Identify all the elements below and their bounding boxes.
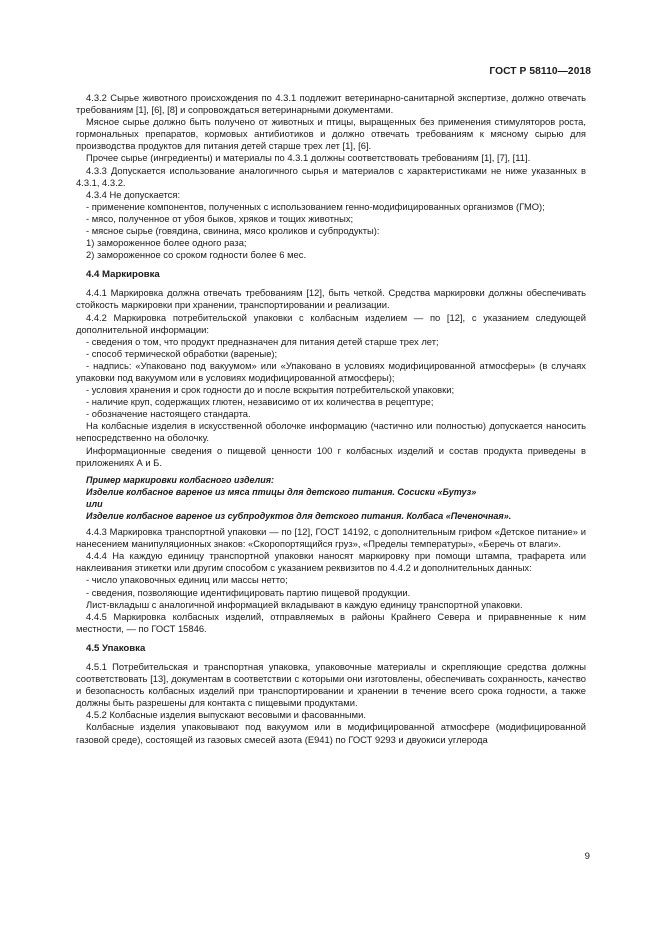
example-line: Изделие колбасное вареное из мяса птицы для детского питания. Сосиски «Бутуз»	[86, 486, 477, 497]
paragraph: 4.3.3 Допускается использование аналогичного сырья и материалов с характеристиками не ниже указанных в 4.3.1, 4.3.2.	[76, 164, 586, 188]
paragraph: 4.4.1 Маркировка должна отвечать требованиям [12], быть четкой. Средства маркировки должны обеспечивать стойкость маркировки при хранении, транспортировании и реализации.	[76, 287, 586, 311]
list-item: - мясное сырье (говядина, свинина, мясо кроликов и субпродукты):	[86, 225, 380, 237]
paragraph: Колбасные изделия упаковывают под вакуумом или в модифицированной атмосфере (модифицированной газовой среде), состоящей из газовых смесей азота (Е941) по ГОСТ 9293 и двуокиси углерода	[76, 721, 586, 745]
list-item: - обозначение настоящего стандарта.	[86, 408, 251, 420]
example-line: Изделие колбасное вареное из субпродуктов для детского питания. Колбаса «Печеночная».	[86, 511, 512, 521]
page-number: 9	[584, 851, 590, 862]
document-header: ГОСТ Р 58110—2018	[489, 66, 591, 77]
paragraph: 4.4.3 Маркировка транспортной упаковки — по [12], ГОСТ 14192, с дополнительным грифом «Детское питание» и нанесением манипуляционных знаков: «Скоропортящийся груз», «Пределы температуры», «Беречь от влаги».	[76, 526, 586, 550]
paragraph: Прочее сырье (ингредиенты) и материалы по 4.3.1 должны соответствовать требованиям [1], [7], [11].	[86, 152, 531, 164]
list-item: - надпись: «Упаковано под вакуумом» или «Упаковано в условиях модифицированной атмосферы» (в случаях упаковки под вакуумом или в условиях модифицированной атмосферы);	[76, 359, 586, 383]
paragraph: 4.5.2 Колбасные изделия выпускают весовыми и фасованными.	[86, 709, 366, 721]
example-heading: Пример маркировки колбасного изделия:	[86, 474, 275, 485]
paragraph: 4.3.2 Сырье животного происхождения по 4.3.1 подлежит ветеринарно-санитарной экспертизе, должно отвечать требованиям [1], [6], [8] и сопровождаться ветеринарными документами.	[76, 92, 586, 116]
list-item: - сведения, позволяющие идентифицировать партию пищевой продукции.	[86, 586, 411, 598]
paragraph: 4.3.4 Не допускается:	[86, 188, 181, 200]
paragraph: 4.5.1 Потребительская и транспортная упаковка, упаковочные материалы и скрепляющие средства должны соответствовать [13], документам в соответствии с которыми они изготовлены, обеспечивать сохранность, качество и безопасность колбасных изделий при транспортировании и хранении в течение всего срока годности, а также должны быть разрешены для контакта с пищевыми продуктами.	[76, 660, 586, 709]
paragraph: 4.4.2 Маркировка потребительской упаковки с колбасным изделием — по [12], с указанием следующей дополнительной информации:	[76, 311, 586, 335]
list-item: - число упаковочных единиц или массы нетто;	[86, 574, 288, 586]
paragraph: Мясное сырье должно быть получено от животных и птицы, выращенных без применения стимуляторов роста, гормональных препаратов, кормовых антибиотиков и должно отвечать требованиям к мясному сырью для производства продуктов для питания детей старше трех лет [1], [6].	[76, 116, 586, 152]
list-item: - способ термической обработки (вареные);	[86, 347, 278, 359]
list-item: - условия хранения и срок годности до и после вскрытия потребительской упаковки;	[86, 384, 455, 396]
paragraph: 4.4.5 Маркировка колбасных изделий, отправляемых в районы Крайнего Севера и приравненные к ним местности, — по ГОСТ 15846.	[76, 610, 586, 634]
paragraph: 4.4.4 На каждую единицу транспортной упаковки наносят маркировку при помощи штампа, трафарета или наклеивания этикетки или другим способом с указанием реквизитов по 4.4.2 и дополнительных данных:	[76, 550, 586, 574]
list-item: - наличие круп, содержащих глютен, независимо от их количества в рецептуре;	[86, 396, 434, 408]
list-item: - мясо, полученное от убоя быков, хряков и тощих животных;	[86, 212, 354, 224]
paragraph: На колбасные изделия в искусственной оболочке информацию (частично или полностью) допускается наносить непосредственно на оболочку.	[76, 420, 586, 444]
list-item: - сведения о том, что продукт предназначен для питания детей старше трех лет;	[86, 335, 439, 347]
list-item: 2) замороженное со сроком годности более 6 мес.	[86, 249, 307, 261]
example-line: или	[86, 498, 103, 509]
list-item: 1) замороженное более одного раза;	[86, 237, 247, 249]
paragraph: Информационные сведения о пищевой ценности 100 г колбасных изделий и состав продукта приведены в приложениях А и Б.	[76, 444, 586, 468]
document-body	[76, 92, 586, 746]
list-item: - применение компонентов, полученных с использованием генно-модифицированных организмов (ГМО);	[86, 200, 545, 212]
section-heading-4-4: 4.4 Маркировка	[86, 269, 160, 281]
paragraph: Лист-вкладыш с аналогичной информацией вкладывают в каждую единицу транспортной упаковки.	[86, 598, 523, 610]
section-heading-4-5: 4.5 Упаковка	[86, 642, 146, 654]
